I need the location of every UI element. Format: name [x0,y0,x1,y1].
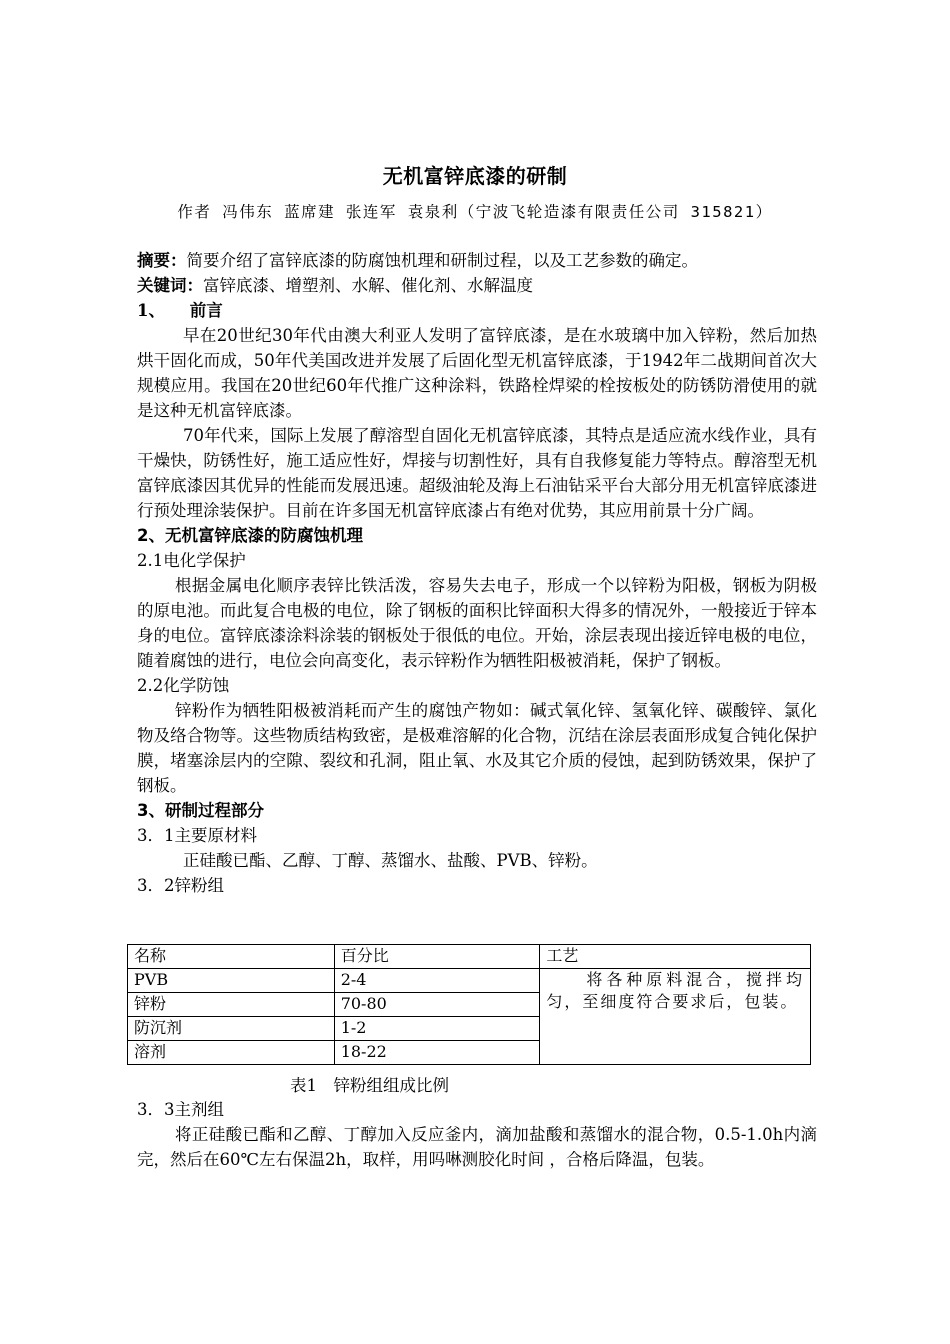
section-3-3-paragraph: 将正硅酸已酯和乙醇、丁醇加入反应釜内，滴加盐酸和蒸馏水的混合物，0.5-1.0h内滴完，然后在60℃左右保温2h，取样，用吗啉测胶化时间 ，合格后降温，包装。 [137,1125,817,1169]
table-header-row [128,945,811,969]
authors-line: 作者 冯伟东 蓝席建 张连军 袁泉利（宁波飞轮造漆有限责任公司 315821） [177,203,773,221]
section-3-3-block [137,1097,817,1172]
table-cell-process: 将各种原料混合，搅拌均匀，至细度符合要求后，包装。 [540,969,811,1065]
section-3-3-heading: 3．3主剂组 [137,1100,224,1119]
abstract-text: 简要介绍了富锌底漆的防腐蚀机理和研制过程，以及工艺参数的确定。 [186,251,698,270]
section-3-1-heading: 3．1主要原材料 [137,826,257,845]
section-3-1-paragraph: 正硅酸已酯、乙醇、丁醇、蒸馏水、盐酸、PVB、锌粉。 [183,851,598,870]
table-row [128,969,811,993]
abstract-block [137,248,817,898]
section-1-paragraph-2: 70年代来，国际上发展了醇溶型自固化无机富锌底漆，其特点是适应流水线作业，具有干燥快，防锈性好，施工适应性好，焊接与切割性好，具有自我修复能力等特点。醇溶型无机富锌底漆因其优异的性能而发展迅速。超级油轮及海上石油钻采平台大部分用无机富锌底漆进行预处理涂装保护。目前在许多国无机富锌底漆占有绝对优势，其应用前景十分广阔。 [137,426,817,520]
abstract-label: 摘要： [137,251,187,270]
table-cell-name: 锌粉 [128,993,335,1017]
table-cell-name: PVB [128,969,335,993]
table-cell-name: 溶剂 [128,1041,335,1065]
section-1-heading: 1、 前言 [137,301,223,320]
section-2-1-paragraph: 根据金属电化顺序表锌比铁活泼，容易失去电子，形成一个以锌粉为阳极，钢板为阴极的原电池。而此复合电极的电位，除了钢板的面积比锌面积大得多的情况外，一般接近于锌本身的电位。富锌底漆涂料涂装的钢板处于很低的电位。开始，涂层表现出接近锌电极的电位，随着腐蚀的进行，电位会向高变化，表示锌粉作为牺牲阳极被消耗，保护了钢板。 [137,576,817,670]
section-3-2-heading: 3．2锌粉组 [137,876,224,895]
section-2-2-paragraph: 锌粉作为牺牲阳极被消耗而产生的腐蚀产物如：碱式氧化锌、氢氧化锌、碳酸锌、氯化物及络合物等。这些物质结构致密，是极难溶解的化合物，沉结在涂层表面形成复合钝化保护膜，堵塞涂层内的空隙、裂纹和孔洞，阻止氧、水及其它介质的侵蚀，起到防锈效果，保护了钢板。 [137,701,817,795]
table-header-name: 名称 [128,945,335,969]
keywords-text: 富锌底漆、增塑剂、水解、催化剂、水解温度 [203,276,533,295]
section-2-heading: 2、无机富锌底漆的防腐蚀机理 [137,526,363,545]
document-title: 无机富锌底漆的研制 [382,164,568,188]
keywords [137,273,817,298]
table-cell-percent: 70-80 [334,993,540,1017]
table-header-percent: 百分比 [334,945,540,969]
table-cell-percent: 2-4 [334,969,540,993]
zinc-composition-table [127,944,811,1065]
keywords-label: 关键词： [137,276,203,295]
section-2-1-heading: 2.1电化学保护 [137,551,246,570]
table-cell-percent: 18-22 [334,1041,540,1065]
abstract [137,248,817,273]
section-1-paragraph-1: 早在20世纪30年代由澳大利亚人发明了富锌底漆，是在水玻璃中加入锌粉，然后加热烘干固化而成，50年代美国改进并发展了后固化型无机富锌底漆，于1942年二战期间首次大规模应用。我国在20世纪60年代推广这种涂料，铁路栓焊梁的栓按板处的防锈防滑使用的就是这种无机富锌底漆。 [137,326,817,420]
table-header-process: 工艺 [540,945,811,969]
section-3-heading: 3、研制过程部分 [137,801,264,820]
table-cell-name: 防沉剂 [128,1017,335,1041]
section-2-2-heading: 2.2化学防蚀 [137,676,230,695]
table-cell-percent: 1-2 [334,1017,540,1041]
table-caption: 表1 锌粉组组成比例 [290,1076,449,1095]
